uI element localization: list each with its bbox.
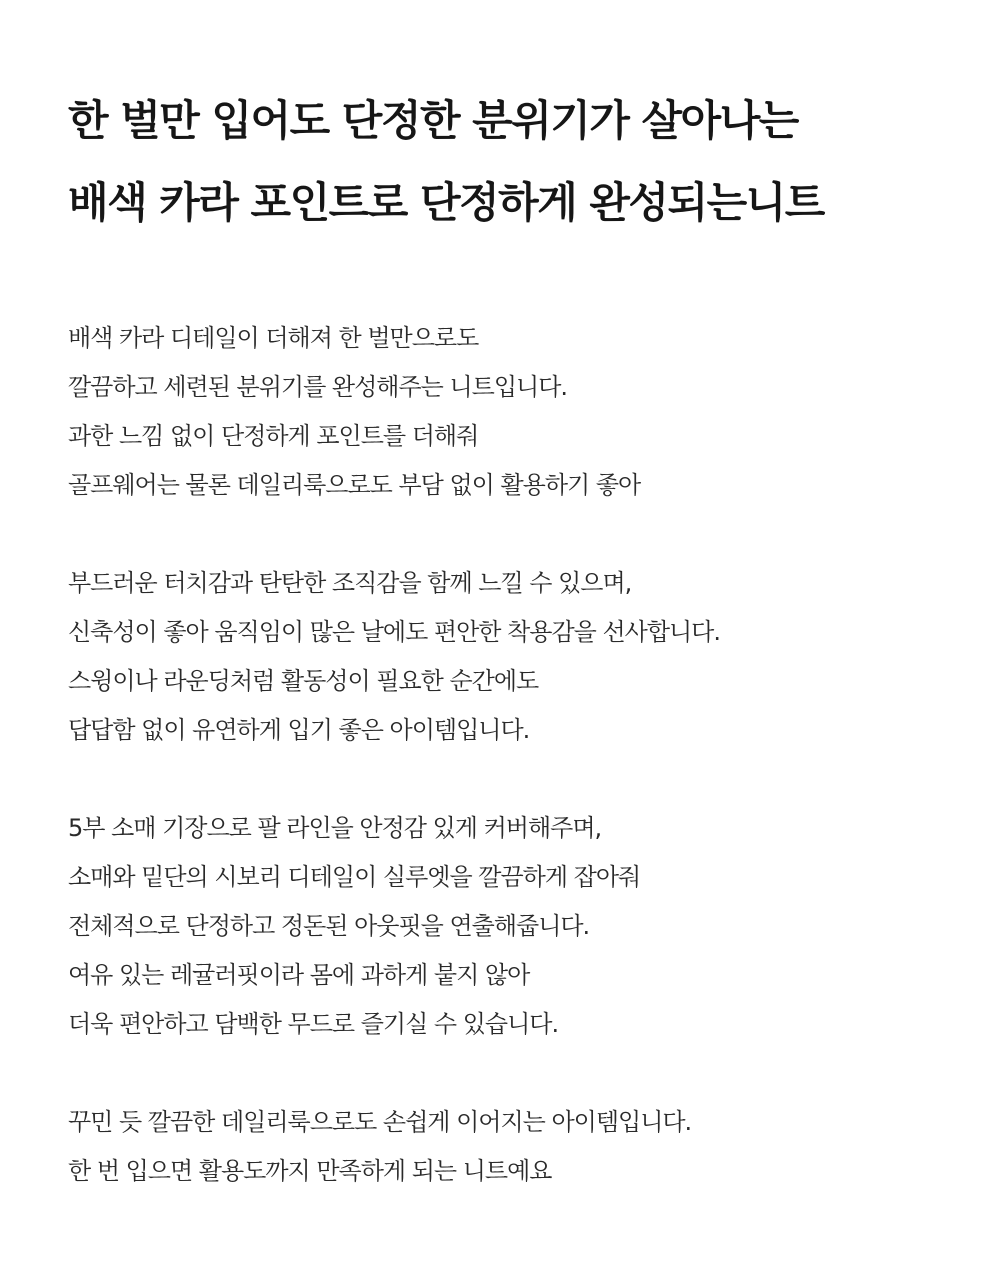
paragraph-collar-detail [68,314,948,510]
paragraph-fabric-comfort [68,559,948,755]
body-line: 과한 느낌 없이 단정하게 포인트를 더해줘 [68,422,479,450]
body-line: 소매와 밑단의 시보리 디테일이 실루엣을 깔끔하게 잡아줘 [68,863,641,891]
headline-line: 배색 카라 포인트로 단정하게 완성되는니트 [68,178,824,227]
body-line: 전체적으로 단정하고 정돈된 아웃핏을 연출해줍니다. [68,912,590,940]
paragraph-closing [68,1098,948,1196]
body-line: 더욱 편안하고 담백한 무드로 즐기실 수 있습니다. [68,1010,559,1038]
paragraph-fit-sleeve [68,804,948,1049]
body-line: 여유 있는 레귤러핏이라 몸에 과하게 붙지 않아 [68,961,530,989]
body-line: 꾸민 듯 깔끔한 데일리룩으로도 손쉽게 이어지는 아이템입니다. [68,1108,692,1136]
body-line: 5부 소매 기장으로 팔 라인을 안정감 있게 커버해주며, [68,814,602,842]
description-body [68,314,948,1196]
body-line: 한 번 입으면 활용도까지 만족하게 되는 니트예요 [68,1157,552,1185]
headline [68,96,948,228]
headline-line: 한 벌만 입어도 단정한 분위기가 살아나는 [68,96,798,145]
body-line: 신축성이 좋아 움직임이 많은 날에도 편안한 착용감을 선사합니다. [68,618,720,646]
body-line: 골프웨어는 물론 데일리룩으로도 부담 없이 활용하기 좋아 [68,471,641,499]
body-line: 부드러운 터치감과 탄탄한 조직감을 함께 느낄 수 있으며, [68,569,632,597]
body-line: 스윙이나 라운딩처럼 활동성이 필요한 순간에도 [68,667,539,695]
body-line: 답답함 없이 유연하게 입기 좋은 아이템입니다. [68,716,530,744]
body-line: 깔끔하고 세련된 분위기를 완성해주는 니트입니다. [68,373,568,401]
body-line: 배색 카라 디테일이 더해져 한 벌만으로도 [68,324,479,352]
product-description [68,96,948,1196]
